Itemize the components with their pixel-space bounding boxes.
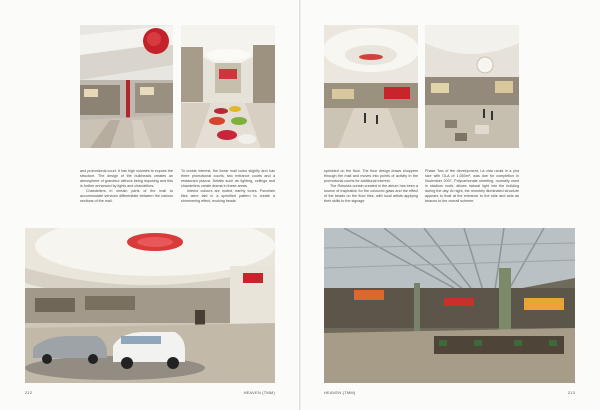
- promotional-court-cars-photo: [25, 228, 275, 383]
- circular-ceiling-rotunda-photo: [324, 25, 418, 148]
- paragraph: The Rotunda curtain created in the atrium has been a source of inspiration for the coloured glass and the effect of the beads on the floor tiles, with local artists applying their skills to the signage.: [324, 184, 418, 203]
- mall-corridor-colourful-seats-photo: [181, 25, 275, 148]
- paragraph: Phase Two of the development, La vida ranks in a plot size with GLA of 1,050m², was due for completion in November 2007. Polycarbonate sheeting, normally used in stadium roofs, allows natural light into the building during the day. At night, the remotely illuminated structure appears to float at the entrance to the side and acts as beacon to the overall scheme.: [425, 169, 519, 203]
- left-page: [0, 0, 299, 410]
- right-page: [301, 0, 600, 410]
- page-number: 213: [567, 390, 575, 395]
- left-page-text-column-2: [181, 169, 275, 204]
- polycarbonate-roof-concourse-photo: [324, 228, 575, 383]
- paragraph: and promotional court. It has high volumes to expose the structure. The design of the bulkheads creates an atmosphere of grandeur without being imposing and this is further enhanced by lights and chandeliers.: [80, 169, 173, 188]
- left-page-text-column-1: [80, 169, 173, 204]
- running-head: HEAVEN (TMM): [324, 390, 356, 395]
- atrium-red-disc-photo: [80, 25, 173, 148]
- running-head: HEAVEN (TMM): [243, 390, 275, 395]
- dome-ceiling-shoppers-photo: [425, 25, 519, 148]
- paragraph: sprinkled on the floor. The floor design draws shoppers through the mall and moves into points of activity in the promotional courts for additional interest.: [324, 169, 418, 183]
- paragraph: To create interest, the linear mall looks slightly and has three promotional courts, two entrance courts and a restaurant piazza. Details such as lighting, ceilings and chandeliers create drama in these areas.: [181, 169, 275, 188]
- page-number: 212: [25, 390, 33, 395]
- right-page-text-column-2: [425, 169, 519, 204]
- paragraph: Interior colours are muted, earthy tones. Porcelain tiles were laid in a specified pattern to create a shimmering effect, evoking beads: [181, 189, 275, 203]
- left-page-footer: [25, 390, 275, 395]
- right-page-text-column-1: [324, 169, 418, 204]
- right-page-footer: [324, 390, 575, 395]
- paragraph: Chandeliers in certain parts of the mall to accommodate services differentiate between the various sections of the mall.: [80, 189, 173, 203]
